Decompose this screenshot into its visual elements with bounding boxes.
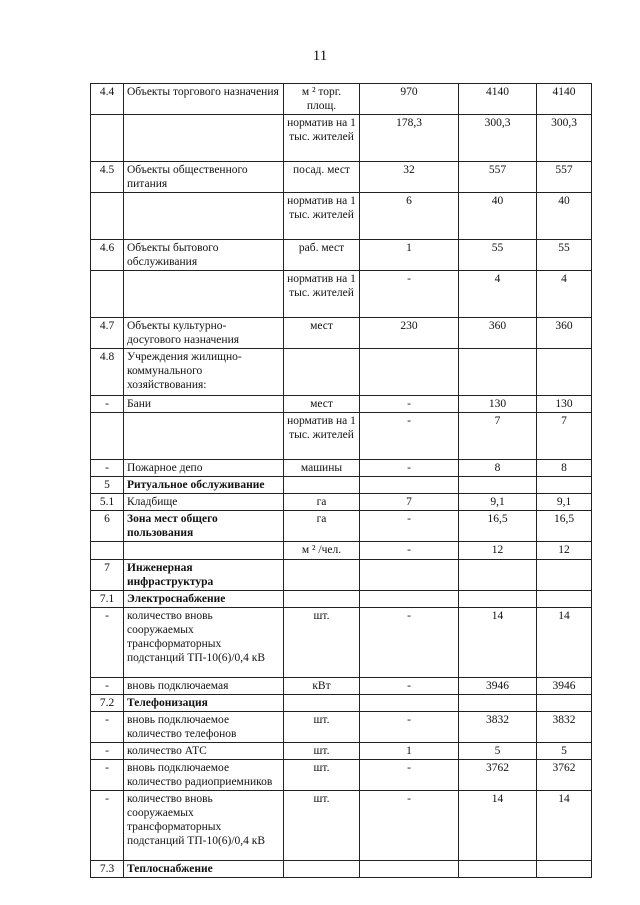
- row-unit-cell: норматив на 1 тыс. жителей: [284, 193, 360, 240]
- value-cell-existing: -: [360, 396, 459, 413]
- value-cell-first-stage: [459, 560, 537, 591]
- row-name-cell: [124, 193, 284, 240]
- row-name-cell: количество вновь сооружаемых трансформаторных подстанций ТП-10(6)/0,4 кВ: [124, 608, 284, 678]
- value-cell-first-stage: 4140: [459, 84, 537, 115]
- row-unit-cell: га: [284, 511, 360, 542]
- row-unit-cell: га: [284, 494, 360, 511]
- table-row: [91, 591, 592, 608]
- value-cell-estimated: 4140: [537, 84, 592, 115]
- row-name-cell: Объекты общественного питания: [124, 162, 284, 193]
- row-name-cell: Бани: [124, 396, 284, 413]
- table-row: [91, 271, 592, 318]
- value-cell-first-stage: 14: [459, 791, 537, 861]
- table-row: [91, 240, 592, 271]
- row-unit-cell: мест: [284, 396, 360, 413]
- value-cell-first-stage: 3832: [459, 712, 537, 743]
- row-number-cell: 5: [91, 477, 124, 494]
- row-name-cell: Кладбище: [124, 494, 284, 511]
- value-cell-first-stage: 7: [459, 413, 537, 460]
- table-row: [91, 396, 592, 413]
- table-row: [91, 560, 592, 591]
- row-number-cell: 4.7: [91, 318, 124, 349]
- value-cell-estimated: 557: [537, 162, 592, 193]
- value-cell-estimated: 3762: [537, 760, 592, 791]
- row-unit-cell: [284, 349, 360, 396]
- table-row: [91, 861, 592, 878]
- row-name-cell: Телефонизация: [124, 695, 284, 712]
- row-unit-cell: шт.: [284, 760, 360, 791]
- row-name-cell: Объекты культурно-досугового назначения: [124, 318, 284, 349]
- value-cell-estimated: 14: [537, 608, 592, 678]
- row-unit-cell: [284, 477, 360, 494]
- value-cell-existing: 1: [360, 743, 459, 760]
- value-cell-first-stage: 5: [459, 743, 537, 760]
- value-cell-estimated: 40: [537, 193, 592, 240]
- value-cell-first-stage: 130: [459, 396, 537, 413]
- value-cell-estimated: 8: [537, 460, 592, 477]
- row-name-cell: Учреждения жилищно-коммунального хозяйствования:: [124, 349, 284, 396]
- table-row: [91, 511, 592, 542]
- row-name-cell: количество АТС: [124, 743, 284, 760]
- row-name-cell: [124, 542, 284, 560]
- row-name-cell: Теплоснабжение: [124, 861, 284, 878]
- table-row: [91, 84, 592, 115]
- value-cell-first-stage: 16,5: [459, 511, 537, 542]
- value-cell-first-stage: 300,3: [459, 115, 537, 162]
- table-row: [91, 678, 592, 695]
- value-cell-existing: [360, 591, 459, 608]
- row-number-cell: -: [91, 743, 124, 760]
- value-cell-existing: [360, 560, 459, 591]
- value-cell-estimated: 300,3: [537, 115, 592, 162]
- table-row: [91, 349, 592, 396]
- value-cell-first-stage: 4: [459, 271, 537, 318]
- value-cell-estimated: 9,1: [537, 494, 592, 511]
- value-cell-estimated: 4: [537, 271, 592, 318]
- value-cell-estimated: [537, 560, 592, 591]
- row-number-cell: -: [91, 396, 124, 413]
- row-name-cell: Инженерная инфраструктура: [124, 560, 284, 591]
- table-row: [91, 712, 592, 743]
- row-name-cell: Объекты бытового обслуживания: [124, 240, 284, 271]
- value-cell-existing: -: [360, 542, 459, 560]
- row-unit-cell: раб. мест: [284, 240, 360, 271]
- value-cell-existing: 178,3: [360, 115, 459, 162]
- table-row: [91, 695, 592, 712]
- row-name-cell: [124, 115, 284, 162]
- row-number-cell: -: [91, 608, 124, 678]
- value-cell-first-stage: 557: [459, 162, 537, 193]
- value-cell-estimated: [537, 477, 592, 494]
- value-cell-existing: 230: [360, 318, 459, 349]
- value-cell-estimated: 360: [537, 318, 592, 349]
- row-name-cell: [124, 271, 284, 318]
- value-cell-first-stage: 12: [459, 542, 537, 560]
- row-number-cell: 7.2: [91, 695, 124, 712]
- value-cell-first-stage: 9,1: [459, 494, 537, 511]
- table-row: [91, 460, 592, 477]
- row-name-cell: Электроснабжение: [124, 591, 284, 608]
- value-cell-existing: 1: [360, 240, 459, 271]
- row-number-cell: 4.4: [91, 84, 124, 115]
- value-cell-estimated: [537, 591, 592, 608]
- row-number-cell: 5.1: [91, 494, 124, 511]
- row-number-cell: -: [91, 760, 124, 791]
- row-unit-cell: [284, 861, 360, 878]
- row-number-cell: -: [91, 791, 124, 861]
- row-name-cell: вновь подключаемая: [124, 678, 284, 695]
- table-row: [91, 162, 592, 193]
- value-cell-first-stage: 3946: [459, 678, 537, 695]
- value-cell-first-stage: 360: [459, 318, 537, 349]
- value-cell-estimated: 14: [537, 791, 592, 861]
- value-cell-existing: -: [360, 608, 459, 678]
- value-cell-estimated: 12: [537, 542, 592, 560]
- row-number-cell: 4.6: [91, 240, 124, 271]
- row-name-cell: вновь подключаемое количество радиоприемников: [124, 760, 284, 791]
- table-row: [91, 413, 592, 460]
- value-cell-first-stage: 14: [459, 608, 537, 678]
- row-unit-cell: кВт: [284, 678, 360, 695]
- table-row: [91, 743, 592, 760]
- value-cell-existing: -: [360, 413, 459, 460]
- row-unit-cell: шт.: [284, 743, 360, 760]
- row-unit-cell: норматив на 1 тыс. жителей: [284, 271, 360, 318]
- value-cell-existing: [360, 695, 459, 712]
- value-cell-estimated: [537, 695, 592, 712]
- value-cell-existing: -: [360, 511, 459, 542]
- row-unit-cell: шт.: [284, 712, 360, 743]
- value-cell-first-stage: [459, 861, 537, 878]
- row-number-cell: 6: [91, 511, 124, 542]
- row-number-cell: 4.5: [91, 162, 124, 193]
- row-number-cell: [91, 115, 124, 162]
- value-cell-estimated: 130: [537, 396, 592, 413]
- value-cell-existing: -: [360, 678, 459, 695]
- table-row: [91, 477, 592, 494]
- value-cell-estimated: 3946: [537, 678, 592, 695]
- value-cell-existing: -: [360, 271, 459, 318]
- value-cell-first-stage: 40: [459, 193, 537, 240]
- value-cell-existing: -: [360, 712, 459, 743]
- row-number-cell: -: [91, 712, 124, 743]
- row-name-cell: Пожарное депо: [124, 460, 284, 477]
- row-number-cell: 7: [91, 560, 124, 591]
- table-row: [91, 115, 592, 162]
- value-cell-existing: [360, 349, 459, 396]
- value-cell-existing: 6: [360, 193, 459, 240]
- row-unit-cell: [284, 695, 360, 712]
- row-number-cell: -: [91, 678, 124, 695]
- row-unit-cell: м ² торг. площ.: [284, 84, 360, 115]
- value-cell-estimated: 5: [537, 743, 592, 760]
- value-cell-estimated: [537, 349, 592, 396]
- value-cell-existing: -: [360, 460, 459, 477]
- value-cell-existing: 32: [360, 162, 459, 193]
- value-cell-estimated: 3832: [537, 712, 592, 743]
- indicators-table: [90, 83, 592, 878]
- value-cell-existing: 970: [360, 84, 459, 115]
- value-cell-first-stage: [459, 477, 537, 494]
- page-number: 11: [312, 48, 328, 64]
- row-name-cell: количество вновь сооружаемых трансформаторных подстанций ТП-10(6)/0,4 кВ: [124, 791, 284, 861]
- row-name-cell: вновь подключаемое количество телефонов: [124, 712, 284, 743]
- row-number-cell: [91, 193, 124, 240]
- table-row: [91, 193, 592, 240]
- row-number-cell: [91, 413, 124, 460]
- table-row: [91, 318, 592, 349]
- value-cell-existing: -: [360, 760, 459, 791]
- row-unit-cell: норматив на 1 тыс. жителей: [284, 413, 360, 460]
- row-name-cell: [124, 413, 284, 460]
- value-cell-estimated: [537, 861, 592, 878]
- row-number-cell: [91, 542, 124, 560]
- row-unit-cell: шт.: [284, 791, 360, 861]
- value-cell-first-stage: [459, 591, 537, 608]
- row-name-cell: Объекты торгового назначения: [124, 84, 284, 115]
- value-cell-first-stage: [459, 695, 537, 712]
- row-unit-cell: посад. мест: [284, 162, 360, 193]
- value-cell-estimated: 16,5: [537, 511, 592, 542]
- row-unit-cell: мест: [284, 318, 360, 349]
- row-unit-cell: [284, 560, 360, 591]
- value-cell-first-stage: 8: [459, 460, 537, 477]
- row-number-cell: [91, 271, 124, 318]
- table-row: [91, 791, 592, 861]
- row-unit-cell: [284, 591, 360, 608]
- table-body: [91, 84, 592, 878]
- value-cell-first-stage: [459, 349, 537, 396]
- row-unit-cell: норматив на 1 тыс. жителей: [284, 115, 360, 162]
- table-row: [91, 608, 592, 678]
- row-name-cell: Ритуальное обслуживание: [124, 477, 284, 494]
- value-cell-existing: -: [360, 791, 459, 861]
- table-row: [91, 760, 592, 791]
- table-row: [91, 542, 592, 560]
- row-number-cell: 7.1: [91, 591, 124, 608]
- row-number-cell: 4.8: [91, 349, 124, 396]
- value-cell-estimated: 7: [537, 413, 592, 460]
- row-number-cell: -: [91, 460, 124, 477]
- row-number-cell: 7.3: [91, 861, 124, 878]
- row-unit-cell: м ² /чел.: [284, 542, 360, 560]
- row-unit-cell: машины: [284, 460, 360, 477]
- value-cell-estimated: 55: [537, 240, 592, 271]
- row-unit-cell: шт.: [284, 608, 360, 678]
- table-row: [91, 494, 592, 511]
- value-cell-existing: 7: [360, 494, 459, 511]
- value-cell-existing: [360, 861, 459, 878]
- value-cell-existing: [360, 477, 459, 494]
- value-cell-first-stage: 3762: [459, 760, 537, 791]
- row-name-cell: Зона мест общего пользования: [124, 511, 284, 542]
- value-cell-first-stage: 55: [459, 240, 537, 271]
